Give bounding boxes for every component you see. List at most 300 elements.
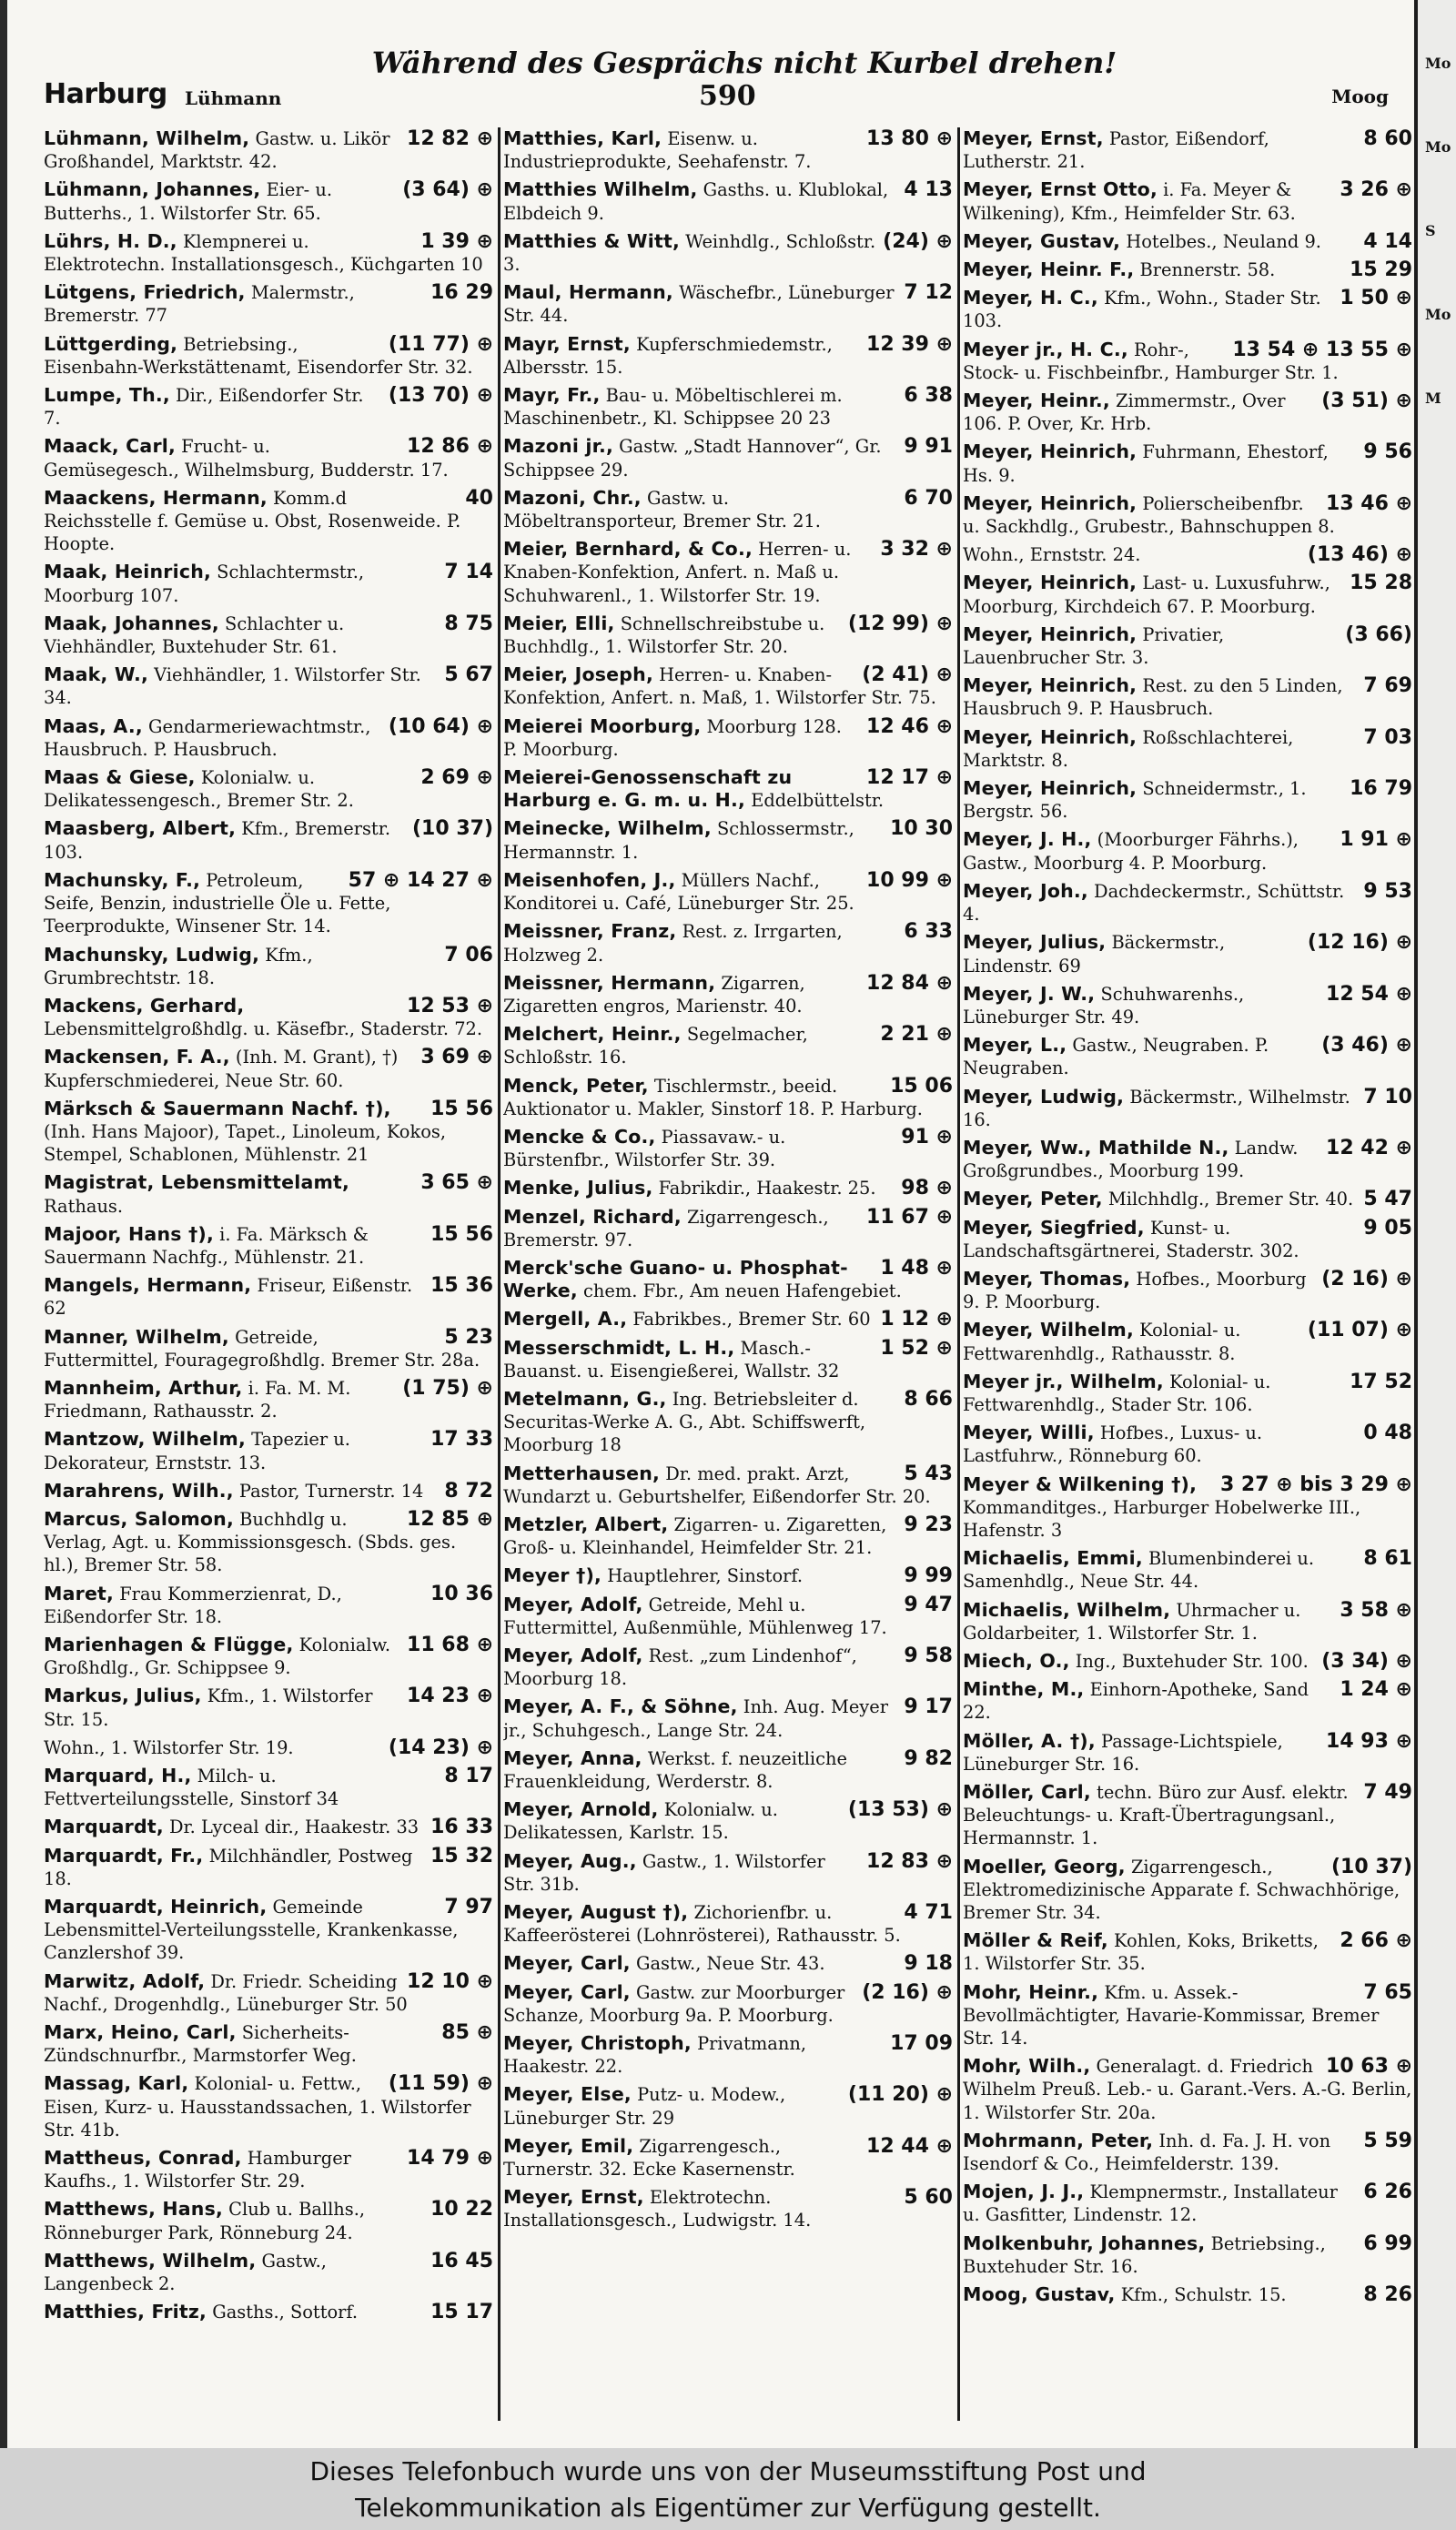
listing-entry <box>503 1798 953 1844</box>
phone-number: 9 56 <box>1363 440 1412 464</box>
phone-number: (3 34) ⊕ <box>1321 1649 1412 1673</box>
entry-details: (Moorburger Fährhs.), Gastw., Moorburg 4. P. Moorburg. <box>963 829 1299 874</box>
phone-number: 12 53 ⊕ <box>407 994 493 1017</box>
listing-entry <box>963 1781 1412 1850</box>
listing-column-3 <box>963 127 1412 2421</box>
entry-details: Kfm. u. Assek.-Bevollmächtigter, Havarie-Kommissar, Bremer Str. 14. <box>963 1981 1380 2049</box>
entry-name: Meyer jr., Wilhelm, <box>963 1370 1164 1392</box>
listing-entry <box>503 869 953 915</box>
phone-number: 11 67 ⊕ <box>866 1205 953 1229</box>
listing-entry <box>503 1075 953 1120</box>
entry-details: Gasths. u. Klublokal, Elbdeich 9. <box>503 179 889 224</box>
entry-name: Minthe, M., <box>963 1678 1085 1701</box>
phone-number: 15 56 <box>430 1097 493 1120</box>
entry-name: Meissner, Hermann, <box>503 971 716 994</box>
phone-number: 1 50 ⊕ <box>1340 287 1412 310</box>
phone-number: 9 58 <box>904 1644 953 1667</box>
listing-entry <box>44 663 493 709</box>
entry-name: Matthies, Fritz, <box>44 2301 207 2323</box>
entry-name: Melchert, Heinr., <box>503 1023 682 1046</box>
phone-number: 13 80 ⊕ <box>866 127 953 150</box>
entry-details: chem. Fbr., Am neuen Hafengebiet. <box>583 1280 902 1302</box>
entry-name: Matthews, Wilhelm, <box>44 2249 257 2272</box>
phone-number: 12 86 ⊕ <box>407 435 493 459</box>
phone-number: 1 91 ⊕ <box>1340 828 1412 852</box>
phone-number: 5 60 <box>904 2186 953 2210</box>
entry-details: Viehhändler, 1. Wilstorfer Str. 34. <box>44 664 421 709</box>
listing-entry <box>503 1308 953 1331</box>
entry-name: Meyer, Heinrich, <box>963 725 1138 748</box>
listing-entry <box>963 880 1412 926</box>
entry-name: Matthies Wilhelm, <box>503 178 698 201</box>
listing-entry <box>44 1896 493 1965</box>
phone-number: 4 14 <box>1363 229 1412 253</box>
phone-number: 15 56 <box>430 1222 493 1246</box>
listing-entry <box>503 2135 953 2181</box>
entry-details: Kolonialw. Großhdlg., Gr. Schippsee 9. <box>44 1634 391 1679</box>
entry-name: Meyer, Anna, <box>503 1746 642 1769</box>
footer-line-1: Dieses Telefonbuch wurde uns von der Museumsstiftung Post und <box>309 2456 1147 2486</box>
entry-name: Mohr, Heinr., <box>963 1980 1099 2003</box>
phone-number: 9 47 <box>904 1593 953 1616</box>
entry-name: Meyer, Adolf, <box>503 1593 643 1615</box>
listing-entry <box>44 2072 493 2141</box>
entry-details: Kfm., 1. Wilstorfer Str. 15. <box>44 1685 373 1730</box>
phone-number: 8 66 <box>904 1387 953 1411</box>
listing-entry <box>44 435 493 481</box>
entry-name: Märksch & Sauermann Nachf. †), <box>44 1097 391 1119</box>
entry-details: Masch.-Bauanst. u. Eisengießerei, Wallstr. 32 <box>503 1337 840 1381</box>
listing-entry <box>963 492 1412 538</box>
entry-name: Machunsky, Ludwig, <box>44 943 260 966</box>
entry-details: Fabrikdir., Haakestr. 25. <box>658 1178 876 1199</box>
entry-details: Dr. Lyceal dir., Haakestr. 33 <box>169 1817 420 1838</box>
phone-number: 5 59 <box>1363 2129 1412 2152</box>
entry-name: Meyer, August †), <box>503 1901 689 1924</box>
phone-number: 12 85 ⊕ <box>407 1507 493 1531</box>
entry-name: Menzel, Richard, <box>503 1205 682 1228</box>
listing-entry <box>503 2083 953 2129</box>
phone-number: 4 13 <box>904 178 953 202</box>
phone-number: 12 82 ⊕ <box>407 127 493 150</box>
entry-details: Moorburg 128. P. Moorburg. <box>503 715 842 760</box>
entry-name: Michaelis, Wilhelm, <box>963 1598 1171 1621</box>
header-city: Harburg <box>44 78 167 110</box>
phone-number: 12 10 ⊕ <box>407 1969 493 1993</box>
phone-number: (11 77) ⊕ <box>388 332 493 356</box>
phone-number: 9 91 <box>904 435 953 459</box>
entry-details: Gastw. u. Likör Großhandel, Marktstr. 42. <box>44 128 390 173</box>
entry-details: (Inh. Hans Majoor), Tapet., Linoleum, Kokos, Stempel, Schablonen, Mühlenstr. 21 <box>44 1120 446 1166</box>
listing-entry <box>44 230 493 276</box>
phone-number: (12 99) ⊕ <box>847 612 953 635</box>
entry-name: Meyer, Ww., Mathilde N., <box>963 1136 1229 1159</box>
entry-details: Werkst. f. neuzeitliche Frauenkleidung, Werderstr. 8. <box>503 1747 847 1792</box>
entry-details: Gemeinde Lebensmittel-Verteilungsstelle, Krankenkasse, Canzlershof 39. <box>44 1897 459 1964</box>
phone-number: 14 79 ⊕ <box>407 2147 493 2171</box>
entry-name: Meyer, Heinrich, <box>963 777 1138 800</box>
entry-name: Lühmann, Johannes, <box>44 178 261 201</box>
phone-number: 1 52 ⊕ <box>880 1336 953 1360</box>
page-number: 590 <box>699 80 756 112</box>
entry-name: Miech, O., <box>963 1649 1070 1672</box>
phone-number: 1 39 ⊕ <box>420 229 493 253</box>
entry-name: Meyer, Ludwig, <box>963 1085 1125 1108</box>
entry-name: Meyer, Ernst Otto, <box>963 178 1158 201</box>
listing-entry <box>963 572 1412 617</box>
phone-number: 3 32 ⊕ <box>880 538 953 562</box>
listing-entry <box>44 2147 493 2192</box>
entry-details: Piassavaw.- u. Bürstenfbr., Wilstorfer Str. 39. <box>503 1126 786 1171</box>
entry-details: Eddelbüttelstr. <box>751 790 885 812</box>
listing-entry <box>963 1473 1412 1543</box>
entry-details: Gasths., Sottorf. <box>212 2302 359 2323</box>
entry-name: Mergell, A., <box>503 1308 628 1331</box>
phone-number: 1 24 ⊕ <box>1340 1678 1412 1702</box>
listing-entry <box>503 1337 953 1382</box>
entry-name: Maas & Giese, <box>44 766 196 789</box>
phone-number: 7 97 <box>444 1896 493 1919</box>
entry-details: Klempnerei u. Elektrotechn. Installationsgesch., Küchgarten 10 <box>44 230 483 276</box>
listing-entry <box>963 1730 1412 1776</box>
listing-entry <box>503 1388 953 1457</box>
entry-name: Mantzow, Wilhelm, <box>44 1428 246 1451</box>
phone-number: 98 ⊕ <box>901 1177 953 1200</box>
listing-entry <box>44 1274 493 1320</box>
entry-details: Malermstr., Bremerstr. 77 <box>44 282 355 327</box>
entry-details: Gastw. zur Moorburger Schanze, Moorburg 9a. P. Moorburg. <box>503 1981 845 2026</box>
entry-details: Generalagt. d. Friedrich Wilhelm Preuß. Leb.- u. Garant.-Vers. A.-G. Berlin, 1. Wilstorfer Str. 20a. <box>963 2056 1412 2123</box>
entry-details: Komm.d Reichsstelle f. Gemüse u. Obst, Rosenweide. P. Hoopte. <box>44 487 461 555</box>
entry-details: Brennerstr. 58. <box>1139 259 1276 281</box>
entry-name: Meissner, Franz, <box>503 920 677 943</box>
entry-name: Möller & Reif, <box>963 1929 1108 1952</box>
listing-entry <box>503 333 953 379</box>
entry-name: Meierei Moorburg, <box>503 714 702 737</box>
entry-name: Magistrat, Lebensmittelamt, <box>44 1171 350 1194</box>
phone-number: 3 65 ⊕ <box>420 1171 493 1195</box>
entry-name: Meierei-Genossenschaft zu Harburg e. G. m. u. H., <box>503 766 793 812</box>
entry-details: Kfm., Schulstr. 15. <box>1120 2284 1287 2306</box>
listing-entry <box>44 1765 493 1810</box>
entry-details: Kunst- u. Landschaftsgärtnerei, Staderstr. 302. <box>963 1217 1299 1261</box>
phone-number: (11 20) ⊕ <box>847 2083 953 2107</box>
entry-details: Kfm., Wohn., Stader Str. 103. <box>963 288 1321 332</box>
phone-number: 2 69 ⊕ <box>420 766 493 790</box>
entry-details: Hofbes., Luxus- u. Lastfuhrw., Rönneburg 60. <box>963 1422 1263 1467</box>
phone-number: 2 21 ⊕ <box>880 1023 953 1047</box>
phone-number: 17 33 <box>430 1428 493 1452</box>
listing-entry <box>503 715 953 761</box>
entry-name: Meyer, H. C., <box>963 287 1098 309</box>
phone-number: 7 06 <box>444 943 493 966</box>
entry-details: Pastor, Turnerstr. 14 <box>238 1480 424 1502</box>
entry-details: Weinhdlg., Schloßstr. 3. <box>503 230 876 276</box>
entry-details: Kfm., Grumbrechtstr. 18. <box>44 944 313 988</box>
entry-details: Gastw., Neue Str. 43. <box>635 1953 825 1975</box>
entry-details: Fuhrmann, Ehestorf, Hs. 9. <box>963 441 1329 486</box>
entry-details: Kolonial- u. Fettwarenhdlg., Stader Str. 106. <box>963 1371 1271 1415</box>
entry-name: Meyer, Heinrich, <box>963 572 1138 594</box>
entry-name: Marienhagen & Flügge, <box>44 1633 294 1655</box>
listing-entry <box>44 333 493 379</box>
phone-number: 12 44 ⊕ <box>866 2134 953 2158</box>
listing-entry <box>503 1695 953 1741</box>
listing-entry <box>44 1480 493 1503</box>
phone-number: 40 <box>465 486 493 510</box>
entry-name: Meyer & Wilkening †), <box>963 1472 1198 1495</box>
phone-number: (1 75) ⊕ <box>402 1376 493 1400</box>
entry-name: Maret, <box>44 1582 115 1604</box>
entry-name: Messerschmidt, L. H., <box>503 1336 735 1359</box>
entry-details: Wohn., 1. Wilstorfer Str. 19. <box>44 1736 294 1758</box>
listing-entry <box>503 281 953 327</box>
entry-name: Meyer, Adolf, <box>503 1644 643 1666</box>
entry-details: Kolonialw. u. Delikatessengesch., Bremer Str. 2. <box>44 767 354 812</box>
phone-number: 15 17 <box>430 2301 493 2324</box>
entry-name: Meyer, Heinr. F., <box>963 258 1135 281</box>
entry-details: Blumenbinderei u. Samenhdlg., Neue Str. 44. <box>963 1548 1315 1593</box>
phone-number: 9 23 <box>904 1513 953 1536</box>
entry-details: Schnellschreibstube u. Buchhdlg., 1. Wilstorfer Str. 20. <box>503 612 825 658</box>
listing-entry <box>963 1650 1412 1673</box>
entry-details: Hofbes., Moorburg 9. P. Moorburg. <box>963 1268 1307 1313</box>
phone-number: 7 10 <box>1363 1085 1412 1108</box>
listing-entry <box>963 2283 1412 2306</box>
phone-number: 85 ⊕ <box>441 2021 493 2045</box>
entry-name: Molkenbuhr, Johannes, <box>963 2231 1206 2254</box>
entry-name: Marwitz, Adolf, <box>44 1969 206 1992</box>
phone-number: 15 36 <box>430 1274 493 1298</box>
phone-number: (2 16) ⊕ <box>1321 1267 1412 1290</box>
phone-number: 8 72 <box>444 1479 493 1503</box>
entry-name: Möller, A. †), <box>963 1729 1096 1752</box>
phone-number: 9 05 <box>1363 1216 1412 1240</box>
phone-number: (3 66) <box>1345 622 1412 646</box>
entry-name: Marquardt, <box>44 1816 164 1838</box>
phone-number: (11 07) ⊕ <box>1307 1319 1412 1342</box>
entry-name: Meyer, Emil, <box>503 2134 634 2157</box>
column-divider <box>498 127 500 2421</box>
entry-details: i. Fa. Meyer & Wilkening), Kfm., Heimfelder Str. 63. <box>963 179 1296 224</box>
entry-name: Meyer, Arnold, <box>503 1798 659 1821</box>
listing-entry <box>963 1547 1412 1593</box>
header-last-entry: Moog <box>1331 86 1389 107</box>
entry-details: Schuhwarenhs., Lüneburger Str. 49. <box>963 983 1245 1027</box>
entry-name: Meyer, Siegfried, <box>963 1216 1145 1239</box>
entry-name: Maak, W., <box>44 663 148 686</box>
listing-entry <box>503 663 953 709</box>
listing-entry <box>963 178 1412 224</box>
entry-name: Marquardt, Heinrich, <box>44 1896 268 1918</box>
entry-details: Gastw. u. Möbeltransporteur, Bremer Str. 21. <box>503 487 821 532</box>
entry-details: Wohn., Ernststr. 24. <box>963 544 1141 566</box>
entry-details: Bäckermstr., Wilhelmstr. 16. <box>963 1086 1350 1130</box>
entry-details: Zigarrengesch., Bremerstr. 97. <box>503 1206 829 1250</box>
listing-entry <box>503 487 953 532</box>
entry-details: Zichorienfbr. u. Kaffeerösterei (Lohnrösterei), Rathausstr. 5. <box>503 1902 901 1947</box>
phone-number: 12 42 ⊕ <box>1326 1136 1412 1159</box>
listing-entry <box>44 384 493 430</box>
phone-number: 16 79 <box>1350 777 1412 801</box>
entry-name: Metzler, Albert, <box>503 1513 669 1535</box>
entry-name: Meyer, Heinrich, <box>963 622 1138 645</box>
entry-name: Michaelis, Emmi, <box>963 1547 1143 1570</box>
phone-number: 7 12 <box>904 281 953 305</box>
entry-name: Meyer †), <box>503 1564 602 1587</box>
phone-number: 12 17 ⊕ <box>866 766 953 790</box>
entry-details: Herren- u. Knaben-Konfektion, Anfert. n. Maß u. Schuhwarenl., 1. Wilstorfer Str. 19. <box>503 539 852 606</box>
listing-entry <box>963 2130 1412 2175</box>
entry-details: Putz- u. Modew., Lüneburger Str. 29 <box>503 2084 786 2129</box>
phone-number: (13 53) ⊕ <box>847 1798 953 1822</box>
entry-name: Meyer, Julius, <box>963 931 1107 954</box>
entry-details: Frau Kommerzienrat, D., Eißendorfer Str. 18. <box>44 1583 342 1627</box>
listing-entry <box>44 1326 493 1371</box>
entry-details: Pastor, Eißendorf, Lutherstr. 21. <box>963 128 1269 173</box>
phone-number: 12 84 ⊕ <box>866 971 953 995</box>
phone-number: 6 70 <box>904 486 953 510</box>
entry-name: Mojen, J. J., <box>963 2181 1085 2203</box>
listing-entry <box>503 1747 953 1793</box>
entry-details: Friseur, Eißenstr. 62 <box>44 1275 413 1320</box>
phone-number: 10 30 <box>890 817 953 841</box>
listing-entry <box>503 766 953 812</box>
entry-name: Marx, Heino, Carl, <box>44 2021 237 2044</box>
entry-name: Mayr, Fr., <box>503 384 601 407</box>
phone-number: 10 36 <box>430 1582 493 1605</box>
entry-details: Betriebsing., Eisenbahn-Werkstättenamt, Eisendorfer Str. 32. <box>44 333 473 378</box>
listing-entry <box>44 487 493 556</box>
entry-details: Rest. zu den 5 Linden, Hausbruch 9. P. Hausbruch. <box>963 675 1343 720</box>
entry-name: Mayr, Ernst, <box>503 332 631 355</box>
listing-entry <box>503 178 953 224</box>
entry-name: Meier, Bernhard, & Co., <box>503 538 753 561</box>
entry-details: Hotelbes., Neuland 9. <box>1126 230 1321 252</box>
phone-number: 9 17 <box>904 1695 953 1719</box>
entry-name: Matthies & Witt, <box>503 229 680 252</box>
listing-entry <box>44 1223 493 1269</box>
entry-details: Kolonial- u. Fettw., Eisen, Kurz- u. Hausstandssachen, 1. Wilstorfer Str. 41b. <box>44 2073 471 2140</box>
entry-name: Meyer, Heinrich, <box>963 674 1138 697</box>
phone-number: 7 03 <box>1363 725 1412 749</box>
listing-entry <box>44 2198 493 2243</box>
phone-number: 12 83 ⊕ <box>866 1849 953 1873</box>
listing-entry <box>963 1422 1412 1467</box>
entry-name: Maasberg, Albert, <box>44 817 237 840</box>
entry-details: Roßschlachterei, Marktstr. 8. <box>963 726 1294 771</box>
listing-entry <box>503 1126 953 1171</box>
listing-entry <box>44 1377 493 1422</box>
phone-number: 7 49 <box>1363 1781 1412 1804</box>
listing-entry <box>44 2301 493 2323</box>
phone-number: 3 27 ⊕ bis 3 29 ⊕ <box>1219 1472 1412 1496</box>
entry-name: Moog, Gustav, <box>963 2283 1116 2306</box>
phone-number: 8 17 <box>444 1765 493 1787</box>
entry-name: Majoor, Hans †), <box>44 1222 214 1245</box>
entry-details: Milchhändler, Postweg 18. <box>44 1845 413 1889</box>
listing-entry <box>503 1594 953 1639</box>
entry-name: Metelmann, G., <box>503 1387 667 1410</box>
entry-name: Maak, Johannes, <box>44 612 219 634</box>
listing-entry <box>44 1970 493 2016</box>
entry-name: Mackens, Gerhard, <box>44 994 245 1017</box>
listing-entry <box>503 384 953 430</box>
phone-number: (12 16) ⊕ <box>1307 931 1412 955</box>
listing-entry <box>44 1845 493 1890</box>
entry-details: Milch- u. Fettverteilungsstelle, Sinstorf 34 <box>44 1766 339 1810</box>
entry-details: Betriebsing., Buxtehuder Str. 16. <box>963 2232 1326 2277</box>
entry-details: Landw. Großgrundbes., Moorburg 199. <box>963 1137 1299 1182</box>
listing-entry <box>44 281 493 327</box>
listing-entry <box>963 1268 1412 1313</box>
listing-entry <box>44 1428 493 1473</box>
listing-entry <box>963 828 1412 874</box>
entry-details: Kolonialw. u. Delikatessen, Karlstr. 15. <box>503 1799 778 1844</box>
entry-name: Meyer, Heinr., <box>963 390 1110 412</box>
entry-name: Marahrens, Wilh., <box>44 1479 234 1502</box>
entry-details: Frucht- u. Gemüsegesch., Wilhelmsburg, Budderstr. 17. <box>44 436 449 481</box>
entry-name: Menck, Peter, <box>503 1074 649 1097</box>
entry-details: Kolonial- u. Fettwarenhdlg., Rathausstr. 8. <box>963 1320 1241 1364</box>
phone-number: (2 16) ⊕ <box>862 1980 953 2004</box>
phone-number: (3 64) ⊕ <box>402 178 493 202</box>
listing-entry <box>503 435 953 481</box>
entry-name: Mackensen, F. A., <box>44 1046 230 1068</box>
listing-entry <box>963 1981 1412 2050</box>
entry-details: Gastw. „Stadt Hannover“, Gr. Schippsee 29. <box>503 436 882 481</box>
entry-name: Maul, Hermann, <box>503 281 673 304</box>
phone-number: 6 38 <box>904 384 953 408</box>
listing-entry <box>44 2021 493 2067</box>
phone-number: 7 69 <box>1363 674 1412 698</box>
listing-entry <box>963 2181 1412 2226</box>
listing-entry <box>44 869 493 938</box>
phone-number: 7 65 <box>1363 1980 1412 2004</box>
entry-name: Lührs, H. D., <box>44 229 177 252</box>
entry-details: Schlachter u. Viehhändler, Buxtehuder Str. 61. <box>44 612 345 658</box>
entry-details: Ing., Buxtehuder Str. 100. <box>1075 1650 1309 1672</box>
listing-entry <box>503 1564 953 1587</box>
phone-number: 6 99 <box>1363 2231 1412 2255</box>
phone-number: (11 59) ⊕ <box>388 2072 493 2096</box>
entry-name: Maas, A., <box>44 714 143 737</box>
entry-name: Meyer, Heinrich, <box>963 491 1138 514</box>
phone-number: 12 46 ⊕ <box>866 714 953 738</box>
listing-entry <box>963 2232 1412 2278</box>
entry-details: Inh. d. Fa. J. H. von Isendorf & Co., Heimfelderstr. 139. <box>963 2130 1331 2175</box>
listing-column-1 <box>44 127 493 2421</box>
listing-entry <box>44 1046 493 1091</box>
entry-name: Meyer, J. H., <box>963 828 1092 851</box>
entry-details: Rohr-, Stock- u. Fischbeinfbr., Hamburger Str. 1. <box>963 339 1339 383</box>
phone-number: 2 66 ⊕ <box>1340 1929 1412 1953</box>
adjacent-page-letter: Mo <box>1425 138 1451 156</box>
header-first-entry: Lühmann <box>185 87 282 109</box>
entry-details: Gastw., Neugraben. P. Neugraben. <box>963 1035 1269 1079</box>
phone-number: (2 41) ⊕ <box>862 663 953 687</box>
phone-number: (13 70) ⊕ <box>388 384 493 408</box>
entry-name: Meyer, Ernst, <box>503 2186 644 2209</box>
entry-name: Mattheus, Conrad, <box>44 2147 242 2170</box>
listing-entry <box>44 1098 493 1167</box>
listing-entry <box>963 440 1412 486</box>
listing-entry <box>503 972 953 1017</box>
entry-name: Meyer, Heinrich, <box>963 440 1138 463</box>
entry-name: Meyer, Ernst, <box>963 127 1104 149</box>
listing-entry <box>44 995 493 1040</box>
entry-name: Meyer, Joh., <box>963 879 1088 902</box>
